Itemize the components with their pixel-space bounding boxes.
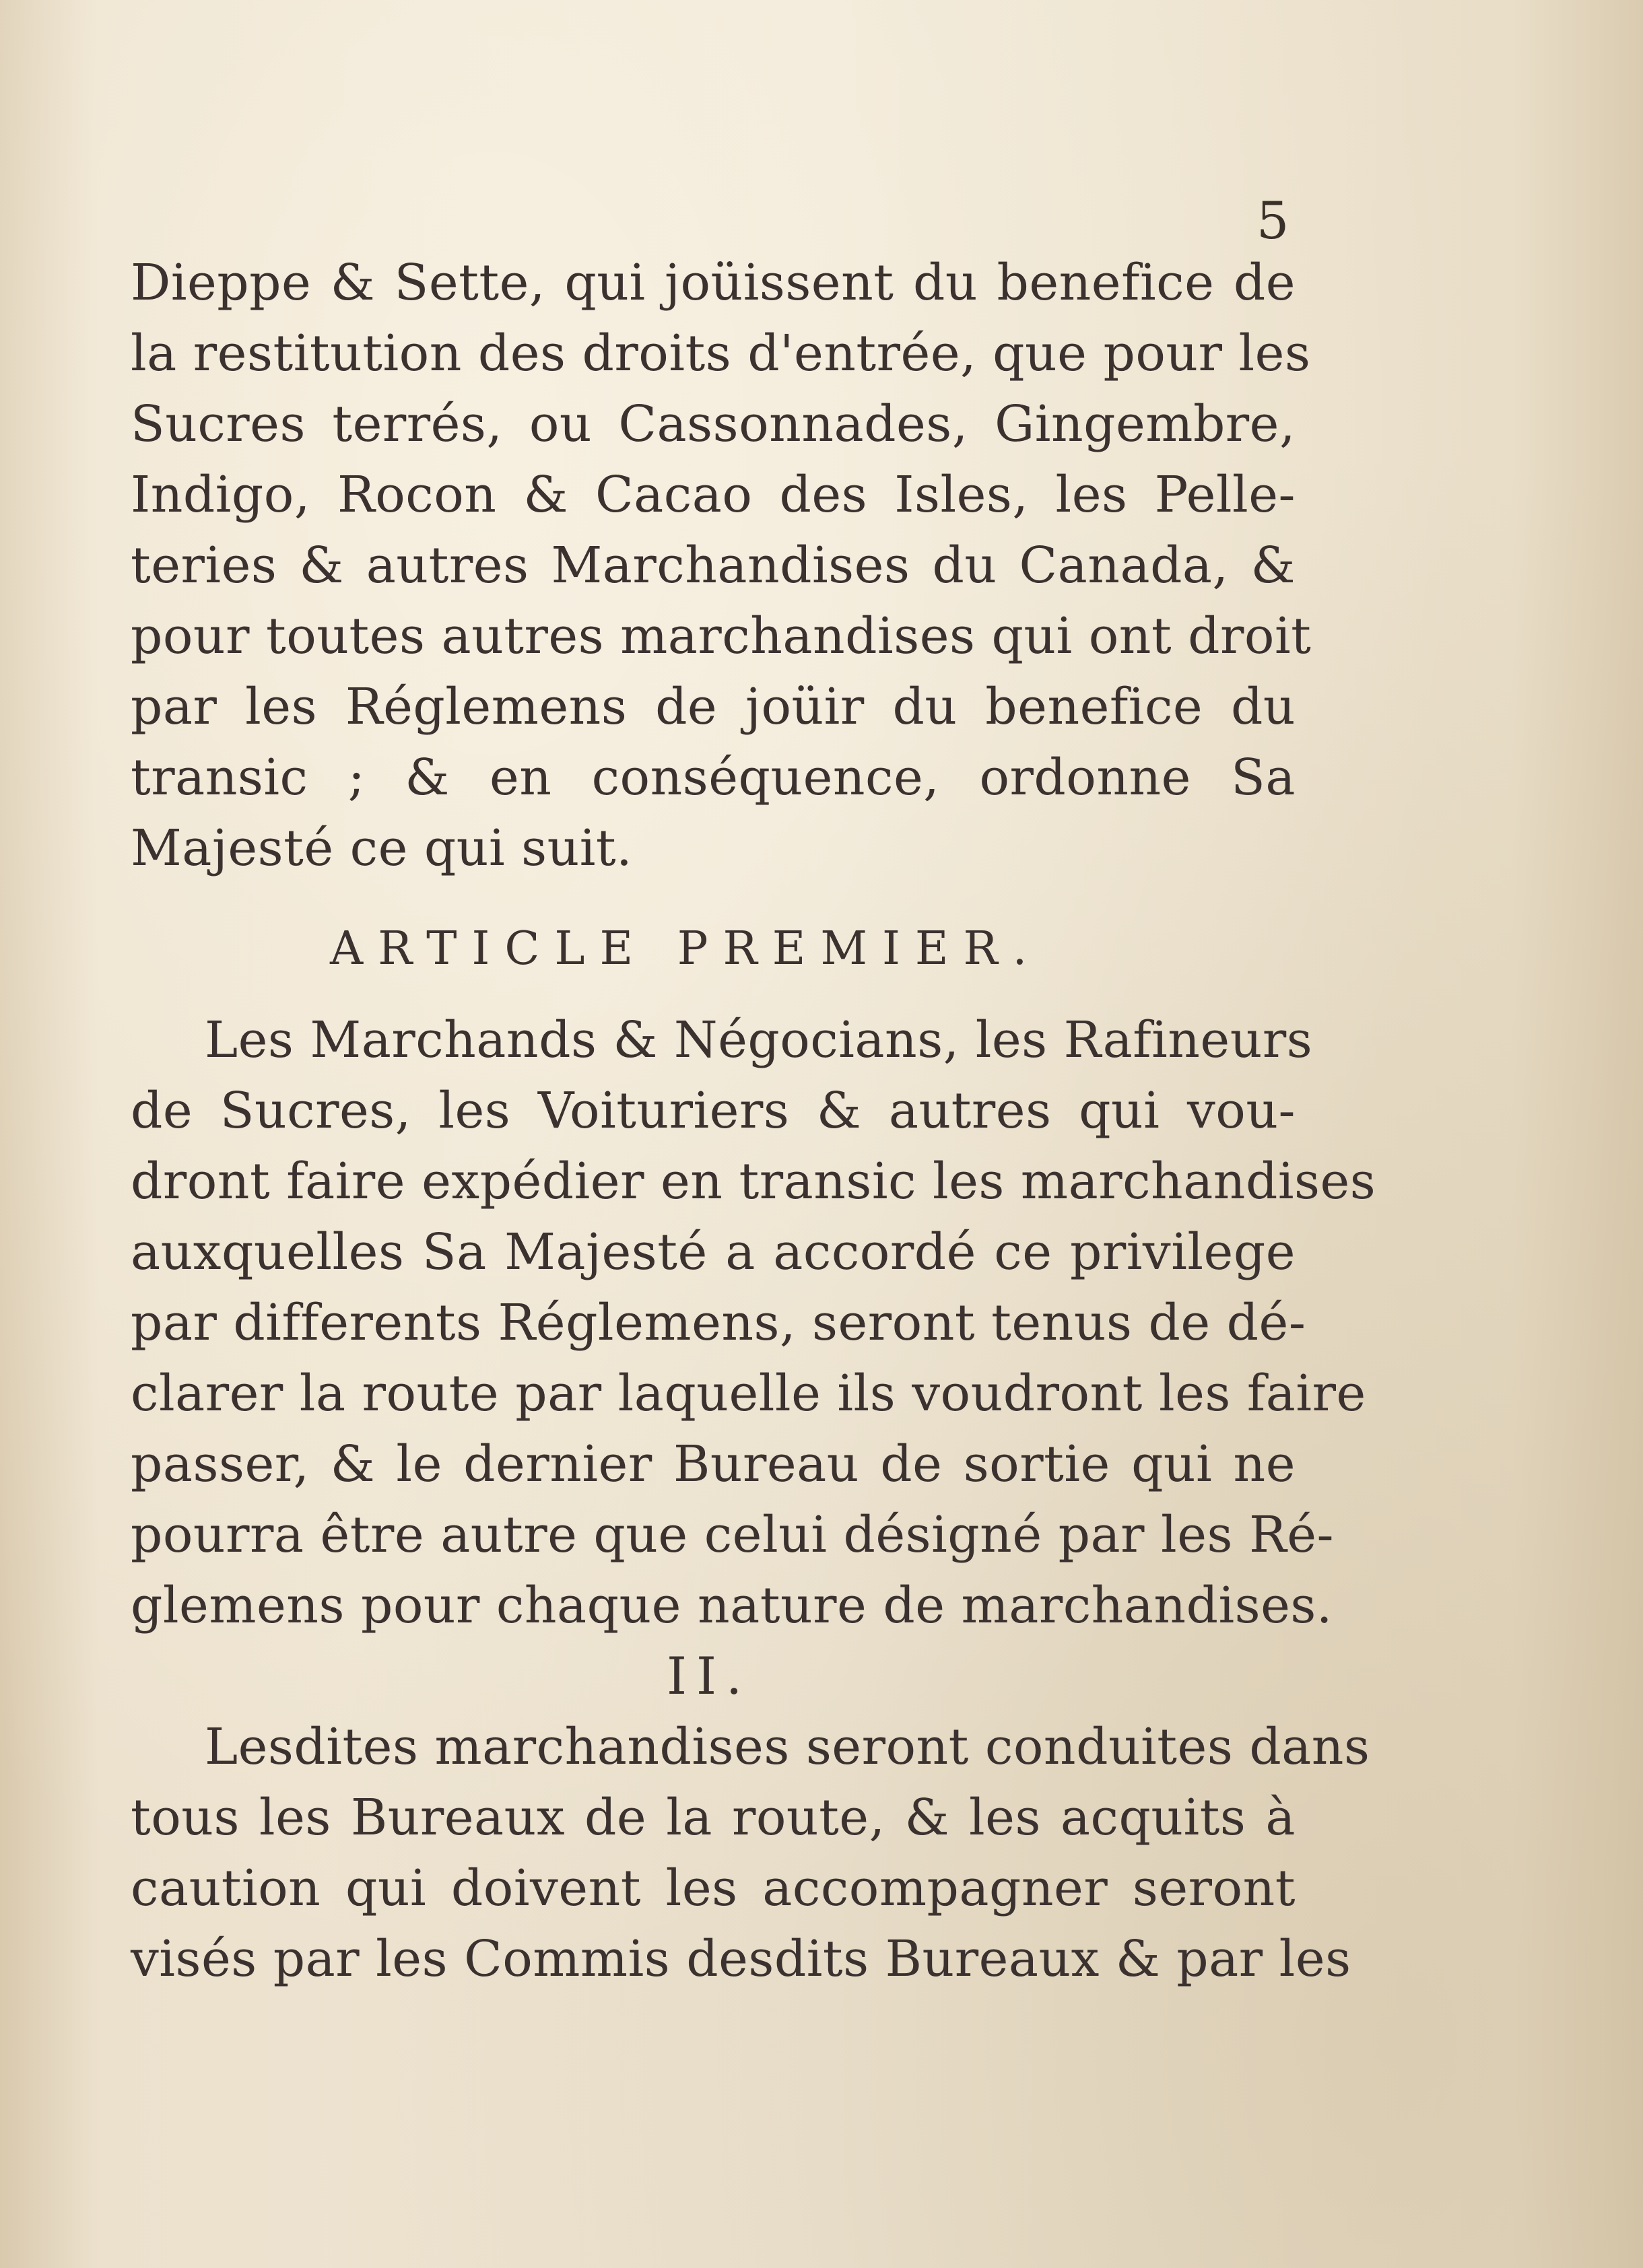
text-line: visés par les Commis desdits Bureaux & par les [131, 1930, 1351, 1988]
text-line: par les Réglemens de joüir du benefice du [131, 678, 1296, 736]
text-line: dront faire expédier en transic les marchandises [131, 1153, 1376, 1210]
text-line: auxquelles Sa Majesté a accordé ce privilege [131, 1223, 1296, 1281]
text-line: clarer la route par laquelle ils voudront les faire [131, 1365, 1366, 1422]
text-line: glemens pour chaque nature de marchandises. [131, 1577, 1333, 1635]
text-line: Dieppe & Sette, qui joüissent du benefice de [131, 254, 1296, 312]
text-line: teries & autres Marchandises du Canada, & [131, 537, 1296, 594]
text-line: la restitution des droits d'entrée, que pour les [131, 324, 1311, 382]
text-line: Indigo, Rocon & Cacao des Isles, les Pelle- [131, 466, 1296, 524]
page-number: 5 [1256, 191, 1289, 250]
text-line: Les Marchands & Négocians, les Rafineurs [205, 1011, 1313, 1069]
text-line: pour toutes autres marchandises qui ont droit [131, 607, 1312, 665]
article-numeral: II. [667, 1646, 752, 1706]
text-line: par differents Réglemens, seront tenus de dé- [131, 1294, 1306, 1352]
text-line: Lesdites marchandises seront conduites dans [205, 1718, 1370, 1776]
text-line: de Sucres, les Voituriers & autres qui vou- [131, 1082, 1296, 1140]
text-line: passer, & le dernier Bureau de sortie qui ne [131, 1435, 1296, 1493]
text-line: pourra être autre que celui désigné par les Ré- [131, 1506, 1334, 1564]
text-line: tous les Bureaux de la route, & les acquits à [131, 1789, 1296, 1847]
text-line: Sucres terrés, ou Cassonnades, Gingembre, [131, 395, 1296, 453]
text-line: caution qui doivent les accompagner seront [131, 1859, 1296, 1917]
article-heading: ARTICLE PREMIER. [330, 922, 1042, 975]
text-line: transic ; & en conséquence, ordonne Sa [131, 749, 1296, 806]
text-line: Majesté ce qui suit. [131, 819, 633, 877]
